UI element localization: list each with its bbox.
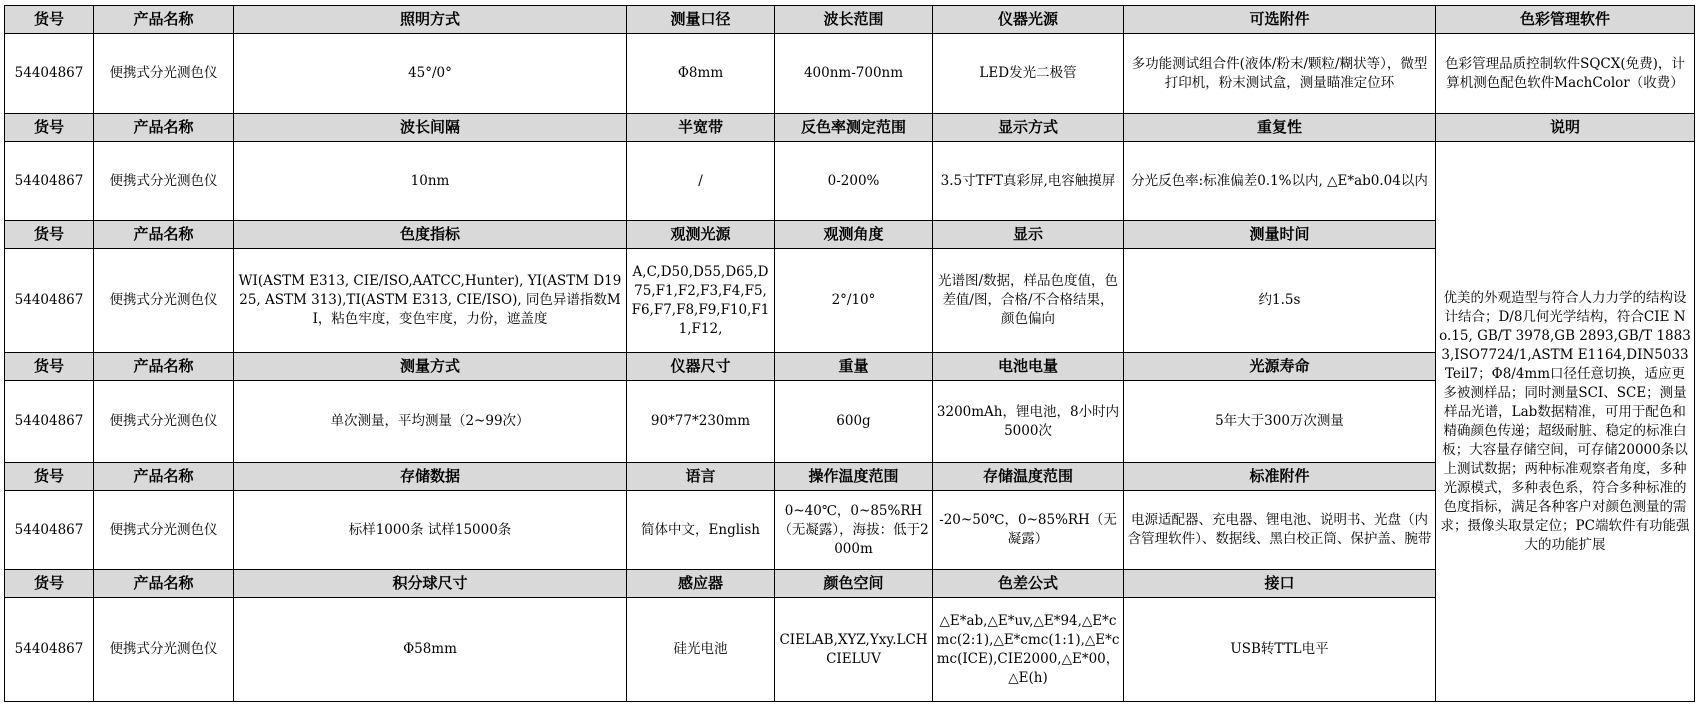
value-cell: Φ58mm (234, 598, 627, 702)
value-cell: 硅光电池 (627, 598, 775, 702)
header-cell: 操作温度范围 (775, 463, 933, 491)
header-cell: 色差公式 (933, 570, 1124, 598)
header-cell: 显示方式 (933, 114, 1124, 142)
description-header: 说明 (1436, 114, 1695, 142)
value-cell: 10nm (234, 142, 627, 221)
value-cell: 约1.5s (1124, 249, 1436, 353)
product-name-cell: 便携式分光测色仪 (94, 381, 234, 463)
header-cell: 电池电量 (933, 353, 1124, 381)
value-cell: -20~50℃，0~85%RH（无凝露） (933, 491, 1124, 570)
value-cell: 标样1000条 试样15000条 (234, 491, 627, 570)
product-name-cell: 便携式分光测色仪 (94, 142, 234, 221)
header-cell: 感应器 (627, 570, 775, 598)
value-cell: 光谱图/数据，样品色度值，色差值/图，合格/不合格结果，颜色偏向 (933, 249, 1124, 353)
header-cell: 仪器光源 (933, 6, 1124, 34)
value-cell: 2°/10° (775, 249, 933, 353)
header-cell: 色彩管理软件 (1436, 6, 1695, 34)
header-cell: 仪器尺寸 (627, 353, 775, 381)
value-row (5, 34, 1695, 114)
product-name-cell: 便携式分光测色仪 (94, 598, 234, 702)
header-cell: 重复性 (1124, 114, 1436, 142)
value-cell: CIELAB,XYZ,Yxy.LCH CIELUV (775, 598, 933, 702)
header-cell: 观测光源 (627, 221, 775, 249)
product-name-header: 产品名称 (94, 463, 234, 491)
value-cell: △E*ab,△E*uv,△E*94,△E*cmc(2:1),△E*cmc(1:1),△E*cmc(ICE),CIE2000,△E*00， △E(h) (933, 598, 1124, 702)
header-cell: 测量口径 (627, 6, 775, 34)
product-name-header: 产品名称 (94, 570, 234, 598)
header-cell: 反色率测定范围 (775, 114, 933, 142)
value-cell: 3.5寸TFT真彩屏,电容触摸屏 (933, 142, 1124, 221)
header-cell: 可选附件 (1124, 6, 1436, 34)
item-no-cell: 54404867 (5, 491, 94, 570)
product-name-header: 产品名称 (94, 353, 234, 381)
value-cell: 3200mAh，锂电池，8小时内5000次 (933, 381, 1124, 463)
product-name-cell: 便携式分光测色仪 (94, 491, 234, 570)
value-cell: 400nm-700nm (775, 34, 933, 114)
value-cell: 简体中文，English (627, 491, 775, 570)
item-no-header: 货号 (5, 353, 94, 381)
item-no-cell: 54404867 (5, 249, 94, 353)
header-cell: 存储数据 (234, 463, 627, 491)
value-cell: 多功能测试组合件(液体/粉末/颗粒/糊状等），微型打印机，粉末测试盒，测量瞄准定位环 (1124, 34, 1436, 114)
header-row (5, 6, 1695, 34)
value-cell: 色彩管理品质控制软件SQCX(免费)，计算机测色配色软件MachColor（收费） (1436, 34, 1695, 114)
item-no-cell: 54404867 (5, 142, 94, 221)
header-cell: 波长范围 (775, 6, 933, 34)
value-cell: 600g (775, 381, 933, 463)
item-no-header: 货号 (5, 6, 94, 34)
product-name-header: 产品名称 (94, 221, 234, 249)
header-cell: 显示 (933, 221, 1124, 249)
value-cell: 0-200% (775, 142, 933, 221)
item-no-header: 货号 (5, 463, 94, 491)
item-no-cell: 54404867 (5, 34, 94, 114)
value-cell: 分光反色率:标准偏差0.1%以内, △E*ab0.04以内 (1124, 142, 1436, 221)
value-cell: 90*77*230mm (627, 381, 775, 463)
header-cell: 标准附件 (1124, 463, 1436, 491)
value-cell: A,C,D50,D55,D65,D75,F1,F2,F3,F4,F5,F6,F7,F8,F9,F10,F11,F12, (627, 249, 775, 353)
value-cell: 电源适配器、充电器、锂电池、说明书、光盘（内含管理软件）、数据线、黑白校正筒、保护盖、腕带 (1124, 491, 1436, 570)
header-cell: 存储温度范围 (933, 463, 1124, 491)
header-cell: 接口 (1124, 570, 1436, 598)
header-cell: 色度指标 (234, 221, 627, 249)
product-name-header: 产品名称 (94, 114, 234, 142)
header-cell: 语言 (627, 463, 775, 491)
item-no-header: 货号 (5, 221, 94, 249)
header-cell: 重量 (775, 353, 933, 381)
header-cell: 测量方式 (234, 353, 627, 381)
value-cell: 45°/0° (234, 34, 627, 114)
header-row (5, 114, 1695, 142)
item-no-cell: 54404867 (5, 381, 94, 463)
header-cell: 光源寿命 (1124, 353, 1436, 381)
value-cell: WI(ASTM E313, CIE/ISO,AATCC,Hunter), YI(ASTM D1925, ASTM 313),TI(ASTM E313, CIE/ISO), 同色异谱指数MI，粘色牢度，变色牢度，力份，遮盖度 (234, 249, 627, 353)
product-name-header: 产品名称 (94, 6, 234, 34)
product-name-cell: 便携式分光测色仪 (94, 249, 234, 353)
item-no-cell: 54404867 (5, 598, 94, 702)
value-cell: USB转TTL电平 (1124, 598, 1436, 702)
header-cell: 颜色空间 (775, 570, 933, 598)
value-cell: / (627, 142, 775, 221)
header-cell: 照明方式 (234, 6, 627, 34)
header-cell: 测量时间 (1124, 221, 1436, 249)
description-cell: 优美的外观造型与符合人力力学的结构设计结合；D/8几何光学结构，符合CIE No.15, GB/T 3978,GB 2893,GB/T 18833,ISO7724/1,ASTM E1164,DIN5033 Teil7；Φ8/4mm口径任意切换，适应更多被测样品；同时测量SCI、SCE；测量样品光谱，Lab数据精准，可用于配色和精确颜色传递；超级耐脏、稳定的标准白板；大容量存储空间，可存储20000条以上测试数据；两种标准观察者角度，多种光源模式，多种表色系，符合多种标准的色度指标，满足各种客户对颜色测量的需求；摄像头取景定位；PC端软件有功能强大的功能扩展 (1436, 142, 1695, 702)
item-no-header: 货号 (5, 114, 94, 142)
value-cell: 单次测量，平均测量（2~99次） (234, 381, 627, 463)
header-cell: 半宽带 (627, 114, 775, 142)
value-cell: LED发光二极管 (933, 34, 1124, 114)
value-cell: 0~40℃，0~85%RH（无凝露），海拔：低于2000m (775, 491, 933, 570)
value-cell: 5年大于300万次测量 (1124, 381, 1436, 463)
header-cell: 积分球尺寸 (234, 570, 627, 598)
product-name-cell: 便携式分光测色仪 (94, 34, 234, 114)
header-cell: 观测角度 (775, 221, 933, 249)
item-no-header: 货号 (5, 570, 94, 598)
spec-table (4, 5, 1695, 702)
value-cell: Φ8mm (627, 34, 775, 114)
header-cell: 波长间隔 (234, 114, 627, 142)
value-row (5, 142, 1695, 221)
